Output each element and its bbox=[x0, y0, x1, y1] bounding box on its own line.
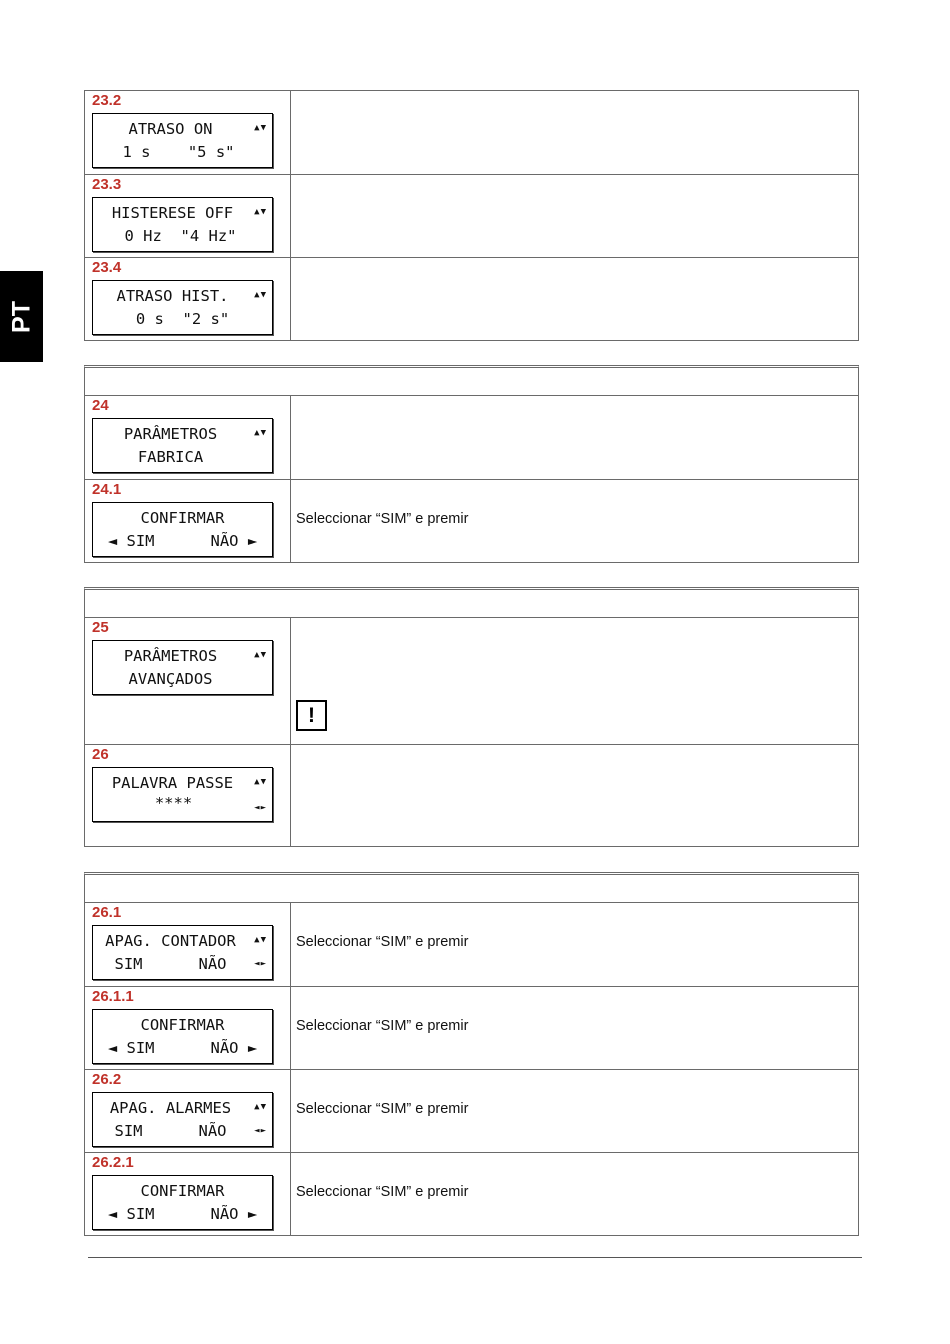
step-number: 23.2 bbox=[92, 92, 122, 109]
step-number: 24.1 bbox=[92, 481, 122, 498]
step-row bbox=[85, 986, 858, 1069]
step-row bbox=[85, 903, 858, 986]
lcd-line-1: CONFIRMAR bbox=[140, 1182, 225, 1200]
left-right-arrows-icon: ◄► bbox=[254, 803, 267, 813]
section-table-1 bbox=[84, 90, 859, 341]
step-row bbox=[85, 1069, 858, 1152]
step-row bbox=[85, 257, 858, 340]
lcd-line-2: 0 s "2 s" bbox=[135, 310, 230, 328]
up-down-arrows-icon: ▲▼ bbox=[254, 1102, 267, 1112]
lcd-display bbox=[92, 418, 273, 473]
lcd-display bbox=[92, 640, 273, 695]
lcd-display bbox=[92, 197, 273, 252]
lcd-display bbox=[92, 280, 273, 335]
step-number: 23.3 bbox=[92, 176, 122, 193]
section-table-4 bbox=[84, 872, 859, 1236]
lcd-line-1: PALAVRA PASSE bbox=[111, 774, 234, 792]
lcd-line-1: CONFIRMAR bbox=[140, 1016, 225, 1034]
lcd-display bbox=[92, 925, 273, 980]
step-number: 23.4 bbox=[92, 259, 122, 276]
step-description: Seleccionar “SIM” e premir bbox=[296, 934, 469, 950]
step-row bbox=[85, 91, 858, 174]
lcd-line-1: APAG. CONTADOR bbox=[105, 932, 236, 950]
step-number: 24 bbox=[92, 397, 109, 414]
section-table-2 bbox=[84, 365, 859, 563]
section-header bbox=[85, 368, 858, 396]
lcd-display bbox=[92, 502, 273, 557]
step-number: 26.2.1 bbox=[92, 1154, 134, 1171]
lcd-display bbox=[92, 1009, 273, 1064]
left-right-arrows-icon: ◄► bbox=[254, 1126, 267, 1136]
step-description: Seleccionar “SIM” e premir bbox=[296, 1018, 469, 1034]
lcd-display bbox=[92, 1175, 273, 1230]
step-description: Seleccionar “SIM” e premir bbox=[296, 511, 469, 527]
step-number: 26.1.1 bbox=[92, 988, 134, 1005]
step-row bbox=[85, 174, 858, 257]
step-row bbox=[85, 744, 858, 846]
lcd-line-2: ◄ SIM NÃO ► bbox=[107, 1039, 258, 1057]
left-right-arrows-icon: ◄► bbox=[254, 959, 267, 969]
step-number: 26.2 bbox=[92, 1071, 122, 1088]
up-down-arrows-icon: ▲▼ bbox=[254, 777, 267, 787]
lcd-line-2: ◄ SIM NÃO ► bbox=[107, 1205, 258, 1223]
step-number: 26.1 bbox=[92, 904, 122, 921]
lcd-line-2: 1 s "5 s" bbox=[122, 143, 235, 161]
up-down-arrows-icon: ▲▼ bbox=[254, 428, 267, 438]
lcd-line-2: 0 Hz "4 Hz" bbox=[124, 227, 237, 245]
lcd-display bbox=[92, 767, 273, 822]
section-table-3 bbox=[84, 587, 859, 847]
up-down-arrows-icon: ▲▼ bbox=[254, 123, 267, 133]
step-row bbox=[85, 396, 858, 479]
up-down-arrows-icon: ▲▼ bbox=[254, 650, 267, 660]
footer-divider bbox=[88, 1257, 862, 1258]
step-number: 26 bbox=[92, 746, 109, 763]
lcd-line-1: ATRASO ON bbox=[128, 120, 213, 138]
lcd-line-1: PARÂMETROS bbox=[123, 647, 218, 665]
section-header bbox=[85, 590, 858, 618]
lcd-line-1: HISTERESE OFF bbox=[111, 204, 234, 222]
step-description: Seleccionar “SIM” e premir bbox=[296, 1101, 469, 1117]
lcd-line-1: PARÂMETROS bbox=[123, 425, 218, 443]
lcd-line-2: AVANÇADOS bbox=[128, 670, 213, 688]
step-row bbox=[85, 1152, 858, 1235]
up-down-arrows-icon: ▲▼ bbox=[254, 290, 267, 300]
step-number: 25 bbox=[92, 619, 109, 636]
lcd-line-2: FABRICA bbox=[137, 448, 204, 466]
lcd-line-1: APAG. ALARMES bbox=[109, 1099, 232, 1117]
up-down-arrows-icon: ▲▼ bbox=[254, 207, 267, 217]
lcd-line-1: CONFIRMAR bbox=[140, 509, 225, 527]
lcd-line-2: SIM NÃO bbox=[114, 955, 227, 973]
lcd-line-2: SIM NÃO bbox=[114, 1122, 227, 1140]
up-down-arrows-icon: ▲▼ bbox=[254, 935, 267, 945]
language-tab bbox=[0, 271, 43, 362]
step-description: Seleccionar “SIM” e premir bbox=[296, 1184, 469, 1200]
lcd-line-2: **** bbox=[154, 794, 193, 812]
section-header bbox=[85, 875, 858, 903]
step-row bbox=[85, 618, 858, 744]
language-tab-label: PT bbox=[7, 300, 35, 333]
warning-icon: ! bbox=[296, 700, 327, 731]
step-row bbox=[85, 479, 858, 562]
lcd-line-2: ◄ SIM NÃO ► bbox=[107, 532, 258, 550]
lcd-display bbox=[92, 113, 273, 168]
lcd-display bbox=[92, 1092, 273, 1147]
lcd-line-1: ATRASO HIST. bbox=[116, 287, 229, 305]
